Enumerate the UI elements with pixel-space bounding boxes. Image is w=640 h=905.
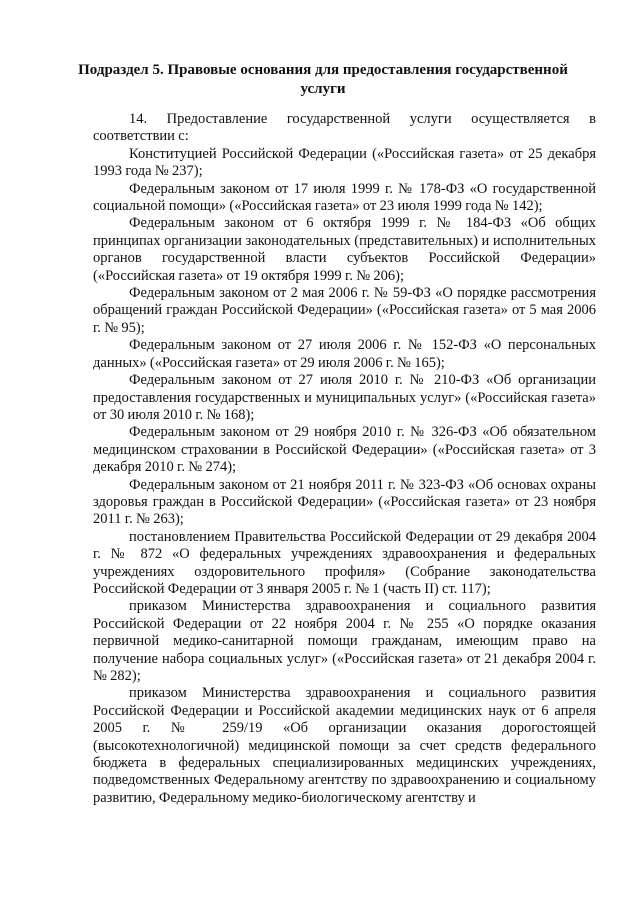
paragraph-law-323: Федеральным законом от 21 ноября 2011 г. № 323-ФЗ «Об основах охраны здоровья граждан в Российской Федерации» («Российская газета» от 23 ноября 2011 г. № 263); — [93, 476, 596, 528]
paragraph-intro: 14. Предоставление государственной услуги осуществляется в соответствии с: — [93, 111, 596, 145]
document-body — [93, 111, 596, 807]
paragraph-law-178: Федеральным законом от 17 июля 1999 г. № 178-ФЗ «О государственной социальной помощи» («Российская газета» от 23 июля 1999 года № 142); — [93, 180, 596, 215]
section-heading: Подраздел 5. Правовые основания для предоставления государственной услуги — [78, 62, 568, 97]
paragraph-law-326: Федеральным законом от 29 ноября 2010 г. № 326-ФЗ «Об обязательном медицинском страховании в Российской Федерации» («Российская газета» от 3 декабря 2010 г. № 274); — [93, 424, 596, 476]
paragraph-law-152: Федеральным законом от 27 июля 2006 г. № 152-ФЗ «О персональных данных» («Российская газета» от 29 июля 2006 г. № 165); — [93, 337, 596, 371]
paragraph-law-210: Федеральным законом от 27 июля 2010 г. № 210-ФЗ «Об организации предоставления государственных и муниципальных услуг» («Российская газета» от 30 июля 2010 г. № 168); — [93, 372, 596, 423]
paragraph-law-184: Федеральным законом от 6 октября 1999 г. № 184-ФЗ «Об общих принципах организации законодательных (представительных) и исполнительных органов государственной власти субъектов Российской Федерации» («Российская газета» от 19 октября 1999 г. № 206); — [93, 215, 596, 284]
paragraph-order-259: приказом Министерства здравоохранения и социального развития Российской Федерации и Российской академии медицинских наук от 6 апреля 2005 г. № 259/19 «Об организации оказания дорогостоящей (высокотехнологичной) медицинской помощи за счет средств федерального бюджета в федеральных специализированных медицинских учреждениях, подведомственных Федеральному агентству по здравоохранению и социальному развитию, Федеральному медико-биологическому агентству и — [93, 685, 596, 806]
paragraph-law-59: Федеральным законом от 2 мая 2006 г. № 59-ФЗ «О порядке рассмотрения обращений граждан Российской Федерации» («Российская газета» от 5 мая 2006 г. № 95); — [93, 285, 596, 336]
paragraph-constitution: Конституцией Российской Федерации («Российская газета» от 25 декабря 1993 года № 237); — [93, 145, 596, 180]
paragraph-order-255: приказом Министерства здравоохранения и социального развития Российской Федерации от 22 ноября 2004 г. № 255 «О порядке оказания первичной медико-санитарной помощи гражданам, имеющим право на получение набора социальных услуг» («Российская газета» от 21 декабря 2004 г. № 282); — [93, 598, 596, 684]
paragraph-resolution-872: постановлением Правительства Российской Федерации от 29 декабря 2004 г. № 872 «О федеральных учреждениях здравоохранения и федеральных учреждениях оздоровительного профиля» (Собрание законодательства Российской Федерации от 3 января 2005 г. № 1 (часть II) ст. 117); — [93, 528, 596, 597]
